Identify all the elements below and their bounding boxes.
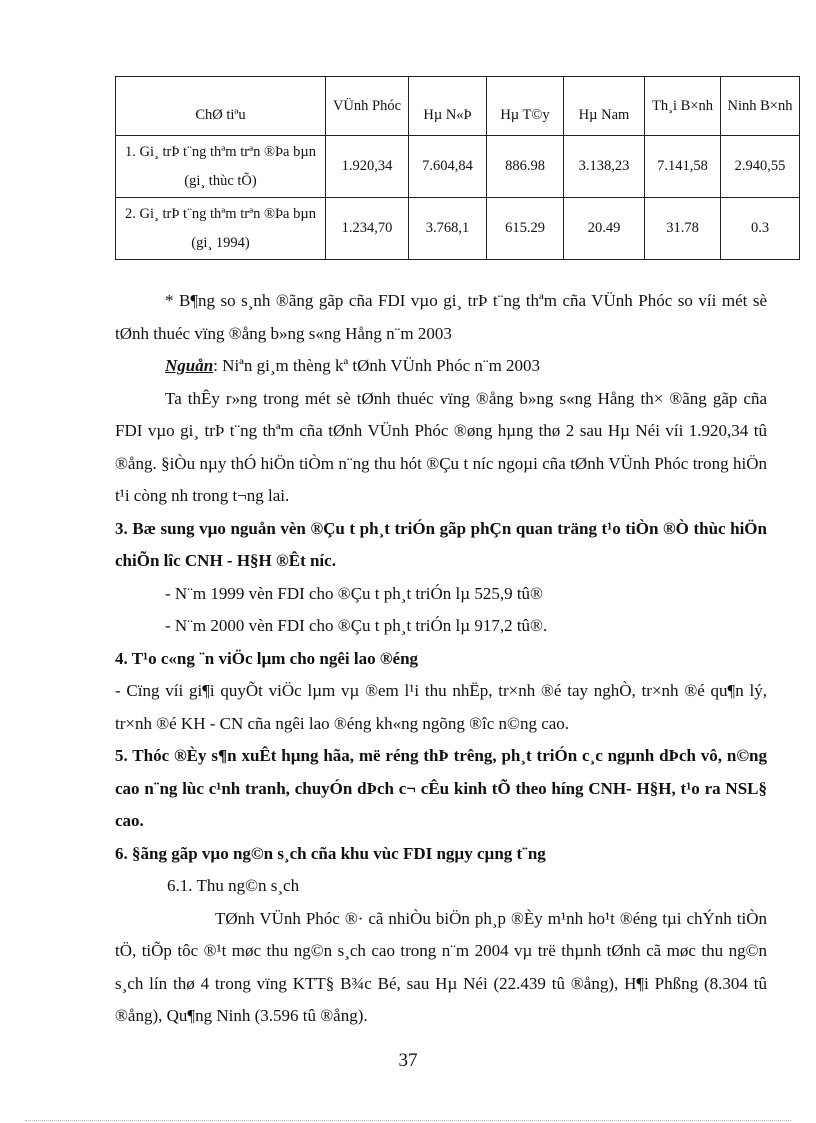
paragraph: Ta thÊy r»ng trong mét sè tØnh thuéc vïng ®ång b»ng s«ng Hång th× ®ãng gãp cña FDI vµo gi¸ trÞ t¨ng thªm cña tØnh VÜnh Phóc ®øng hµng thø 2 sau Hµ Néi víi 1.920,34 tû ®ång. §iÒu nµy thÓ hiÖn tiÒm n¨ng thu hót ®Çu t níc ngoµi cña tØnh VÜnh Phóc trong hiÖn t¹i còng nh trong t¬ng lai. bbox=[115, 388, 767, 505]
table-caption: * B¶ng so s¸nh ®ãng gãp cña FDI vµo gi¸ trÞ t¨ng thªm cña VÜnh Phóc so víi mét sè tØnh thuéc vïng ®ång b»ng s«ng Hång n¨m 2003 bbox=[115, 291, 767, 343]
header-ha-tay: Hµ T©y bbox=[487, 77, 564, 136]
table-cell: 1.234,70 bbox=[326, 198, 409, 260]
table-cell: 20.49 bbox=[564, 198, 645, 260]
header-thai-binh: Th¸i B×nh bbox=[645, 77, 721, 136]
header-ninh-binh: Ninh B×nh bbox=[721, 77, 800, 136]
source-label: Nguån bbox=[165, 356, 214, 375]
table-cell: 886.98 bbox=[487, 136, 564, 198]
page-number: 37 bbox=[398, 1050, 418, 1071]
row-label: 1. Gi¸ trÞ t¨ng thªm trªn ®Þa bµn (gi¸ thùc tÕ) bbox=[116, 136, 326, 198]
table-row bbox=[116, 198, 800, 260]
paragraph: - Cïng víi gi¶i quyÕt viÖc lµm vµ ®em l¹i thu nhËp, tr×nh ®é tay nghÒ, tr×nh ®é qu¶n lý, tr×nh ®é KH - CN cña ngêi lao ®éng kh«ng ngõng ®îc n©ng cao. bbox=[115, 681, 767, 733]
paragraph: TØnh VÜnh Phóc ®· cã nhiÒu biÖn ph¸p ®Èy m¹nh ho¹t ®éng tµi chÝnh tiÒn tÖ, tiÕp tôc ®¹t møc thu ng©n s¸ch cao trong n¨m 2004 vµ trë thµnh tØnh cã møc thu ng©n s¸ch lín thø 4 trong vïng KTT§ B¾c Bé, sau Hµ Néi (22.439 tû ®ång), H¶i Phßng (8.304 tû ®ång), Qu¶ng Ninh (3.596 tû ®ång). bbox=[115, 908, 767, 1025]
header-indicator: ChØ tiªu bbox=[116, 77, 326, 136]
table-cell: 0.3 bbox=[721, 198, 800, 260]
table-cell: 7.604,84 bbox=[409, 136, 487, 198]
table-header-row bbox=[116, 77, 800, 136]
heading-3: 3. Bæ sung vµo nguån vèn ®Çu t ph¸t triÓn gãp phÇn quan träng t¹o tiÒn ®Ò thùc hiÖn chiÕn lîc CNH - H§H ®Êt níc. bbox=[115, 518, 767, 570]
table-cell: 2.940,55 bbox=[721, 136, 800, 198]
table-cell: 3.768,1 bbox=[409, 198, 487, 260]
subheading-6-1: 6.1. Thu ng©n s¸ch bbox=[167, 876, 300, 895]
table-cell: 1.920,34 bbox=[326, 136, 409, 198]
row-label: 2. Gi¸ trÞ t¨ng thªm trªn ®Þa bµn (gi¸ 1994) bbox=[116, 198, 326, 260]
source-text: : Niªn gi¸m thèng kª tØnh VÜnh Phóc n¨m 2003 bbox=[213, 356, 541, 375]
comparison-table bbox=[115, 76, 800, 260]
table-cell: 7.141,58 bbox=[645, 136, 721, 198]
table-cell: 615.29 bbox=[487, 198, 564, 260]
heading-4: 4. T¹o c«ng ¨n viÖc lµm cho ngêi lao ®éng bbox=[115, 648, 419, 668]
heading-6: 6. §ãng gãp vµo ng©n s¸ch cña khu vùc FDI ngµy cµng t¨ng bbox=[115, 843, 546, 863]
table-row bbox=[116, 136, 800, 198]
table-cell: 31.78 bbox=[645, 198, 721, 260]
source-line bbox=[115, 350, 767, 383]
heading-5: 5. Thóc ®Èy s¶n xuÊt hµng hãa, më réng thÞ trêng, ph¸t triÓn c¸c ngµnh dÞch vô, n©ng cao n¨ng lùc c¹nh tranh, chuyÓn dÞch c¬ cÊu kinh tÕ theo híng CNH- H§H, t¹o ra NSL§ cao. bbox=[115, 746, 767, 830]
bullet-item: - N¨m 2000 vèn FDI cho ®Çu t ph¸t triÓn lµ 917,2 tû®. bbox=[165, 616, 548, 635]
header-vinh-phuc: VÜnh Phóc bbox=[326, 77, 409, 136]
table-cell: 3.138,23 bbox=[564, 136, 645, 198]
header-ha-noi: Hµ N«Þ bbox=[409, 77, 487, 136]
body-text bbox=[115, 285, 767, 1033]
page-bottom-divider bbox=[25, 1120, 791, 1121]
bullet-item: - N¨m 1999 vèn FDI cho ®Çu t ph¸t triÓn lµ 525,9 tû® bbox=[165, 583, 543, 603]
header-ha-nam: Hµ Nam bbox=[564, 77, 645, 136]
